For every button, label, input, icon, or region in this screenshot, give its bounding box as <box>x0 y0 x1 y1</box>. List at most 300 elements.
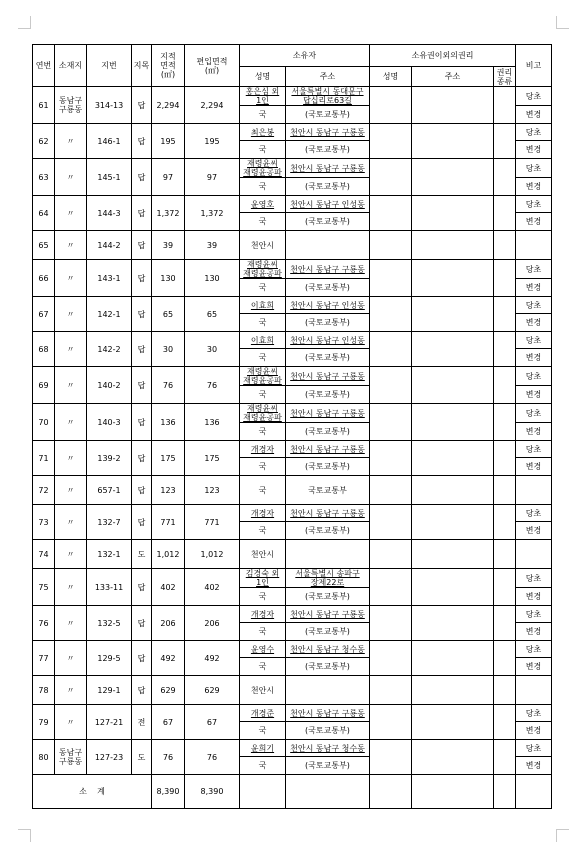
cell-owner-name-new: 국 <box>240 623 286 641</box>
cell-no: 71 <box>33 441 55 476</box>
subtotal-row <box>33 775 552 809</box>
cell-lot: 146-1 <box>87 124 132 159</box>
cell-rights-type <box>494 404 516 441</box>
cell-rights-address <box>412 124 494 159</box>
cell-lot: 140-3 <box>87 404 132 441</box>
cell-rights-name <box>370 505 412 540</box>
cell-lot: 144-2 <box>87 231 132 260</box>
cell-category: 도 <box>132 540 152 569</box>
cell-owner-address <box>286 231 370 260</box>
cell-no: 62 <box>33 124 55 159</box>
cell-no: 61 <box>33 87 55 124</box>
cell-area-official: 136 <box>152 404 185 441</box>
table-row <box>33 569 552 588</box>
cell-category: 답 <box>132 124 152 159</box>
table-row <box>33 476 552 505</box>
cell-area-official: 771 <box>152 505 185 540</box>
header-rights-type: 권리 종류 <box>494 67 516 87</box>
table-row <box>33 676 552 705</box>
cell-no: 74 <box>33 540 55 569</box>
cell-area-official: 195 <box>152 124 185 159</box>
cell-note-changed: 변경 <box>516 423 552 441</box>
cell-category: 답 <box>132 196 152 231</box>
cell-rights-type <box>494 569 516 606</box>
cell-rights-name <box>370 196 412 231</box>
header-lot: 지번 <box>87 45 132 87</box>
table-row <box>33 260 552 279</box>
header-rights-name: 성명 <box>370 67 412 87</box>
cell-owner-name-new: 국 <box>240 588 286 606</box>
cell-note-original: 당초 <box>516 569 552 588</box>
cell-rights-address <box>412 441 494 476</box>
cell-area-included: 39 <box>185 231 240 260</box>
cell-rights-type <box>494 606 516 641</box>
subtotal-area-included: 8,390 <box>185 775 240 809</box>
cell-rights-address <box>412 569 494 606</box>
cell-rights-type <box>494 740 516 775</box>
cell-note-original: 당초 <box>516 124 552 141</box>
cell-rights-name <box>370 124 412 159</box>
table-row <box>33 297 552 314</box>
table-row <box>33 87 552 106</box>
cell-owner-address-old: 서울특별시 동대문구 답십리로63길 <box>286 87 370 106</box>
cell-rights-address <box>412 260 494 297</box>
cell-area-included: 67 <box>185 705 240 740</box>
cell-rights-name <box>370 367 412 404</box>
cell-rights-type <box>494 87 516 124</box>
cell-rights-address <box>412 676 494 705</box>
cell-rights-address <box>412 159 494 196</box>
cell-owner-address-new: (국토교통부) <box>286 178 370 196</box>
subtotal-empty-cell <box>240 775 286 809</box>
cell-rights-address <box>412 196 494 231</box>
cell-location: 〃 <box>55 124 87 159</box>
cell-note-changed: 변경 <box>516 722 552 740</box>
cell-owner-name-old: 재령윤씨 재령윤공파 <box>240 404 286 423</box>
cell-note-original: 당초 <box>516 196 552 213</box>
cell-owner-name-old: 이효희 <box>240 297 286 314</box>
cell-rights-type <box>494 159 516 196</box>
cell-location: 〃 <box>55 505 87 540</box>
cell-rights-name <box>370 676 412 705</box>
cell-owner-name-old: 재령윤씨 재령윤공파 <box>240 367 286 386</box>
cell-category: 전 <box>132 705 152 740</box>
table-row <box>33 124 552 141</box>
cell-rights-address <box>412 87 494 124</box>
cell-note <box>516 231 552 260</box>
cell-location: 〃 <box>55 569 87 606</box>
cell-note-changed: 변경 <box>516 314 552 332</box>
cell-owner-address-new: (국토교통부) <box>286 279 370 297</box>
cell-owner-address-new: (국토교통부) <box>286 106 370 124</box>
cell-rights-address <box>412 540 494 569</box>
subtotal-empty-cell <box>412 775 494 809</box>
cell-owner-address-old: 천안시 동남구 청수동 <box>286 740 370 757</box>
cell-location: 〃 <box>55 297 87 332</box>
cell-rights-type <box>494 705 516 740</box>
table-row <box>33 641 552 658</box>
crop-mark-top-left <box>18 16 31 29</box>
cell-rights-address <box>412 404 494 441</box>
cell-owner-name-old: 개경자 <box>240 505 286 522</box>
table-row <box>33 196 552 213</box>
header-area-official: 지적 면적 (㎡) <box>152 45 185 87</box>
header-category: 지목 <box>132 45 152 87</box>
cell-rights-address <box>412 705 494 740</box>
cell-lot: 145-1 <box>87 159 132 196</box>
cell-lot: 314-13 <box>87 87 132 124</box>
cell-rights-type <box>494 124 516 159</box>
cell-owner-name-old: 김경숙 외 1인 <box>240 569 286 588</box>
cell-owner-name-old: 최은봉 <box>240 124 286 141</box>
cell-note-changed: 변경 <box>516 178 552 196</box>
cell-lot: 133-11 <box>87 569 132 606</box>
cell-area-official: 123 <box>152 476 185 505</box>
header-owner-name: 성명 <box>240 67 286 87</box>
cell-location: 〃 <box>55 606 87 641</box>
cell-lot: 129-5 <box>87 641 132 676</box>
cell-area-included: 97 <box>185 159 240 196</box>
cell-owner-address-old: 천안시 동남구 구룡동 <box>286 260 370 279</box>
cell-owner-name-new: 국 <box>240 279 286 297</box>
crop-mark-bottom-right <box>556 829 569 842</box>
cell-category: 답 <box>132 676 152 705</box>
cell-owner-name-old: 개경자 <box>240 441 286 458</box>
cell-area-included: 206 <box>185 606 240 641</box>
cell-note-changed: 변경 <box>516 349 552 367</box>
cell-owner-name-new: 국 <box>240 423 286 441</box>
cell-owner-name-old: 개경준 <box>240 705 286 722</box>
table-row <box>33 606 552 623</box>
cell-location: 〃 <box>55 159 87 196</box>
cell-location: 〃 <box>55 367 87 404</box>
cell-category: 답 <box>132 87 152 124</box>
cell-area-included: 30 <box>185 332 240 367</box>
cell-category: 답 <box>132 476 152 505</box>
cell-note-changed: 변경 <box>516 757 552 775</box>
cell-note-original: 당초 <box>516 641 552 658</box>
land-register-table <box>32 44 552 809</box>
cell-owner-name-old: 재령윤씨 재령윤공파 <box>240 159 286 178</box>
cell-owner-address-new: (국토교통부) <box>286 623 370 641</box>
cell-owner-address-new: (국토교통부) <box>286 522 370 540</box>
cell-owner-address-old: 천안시 동남구 청수동 <box>286 641 370 658</box>
cell-rights-address <box>412 606 494 641</box>
cell-area-included: 771 <box>185 505 240 540</box>
cell-rights-type <box>494 641 516 676</box>
cell-note-original: 당초 <box>516 367 552 386</box>
cell-area-official: 130 <box>152 260 185 297</box>
cell-area-official: 402 <box>152 569 185 606</box>
cell-owner-address-new: (국토교통부) <box>286 423 370 441</box>
cell-note-changed: 변경 <box>516 623 552 641</box>
cell-no: 69 <box>33 367 55 404</box>
cell-location: 〃 <box>55 260 87 297</box>
cell-owner-address: 국토교통부 <box>286 476 370 505</box>
cell-owner-address-new: (국토교통부) <box>286 349 370 367</box>
cell-owner-name-old: 윤영수 <box>240 641 286 658</box>
cell-area-official: 629 <box>152 676 185 705</box>
cell-owner-name-old: 개경자 <box>240 606 286 623</box>
table-row <box>33 540 552 569</box>
cell-note <box>516 540 552 569</box>
cell-location: 〃 <box>55 441 87 476</box>
cell-category: 답 <box>132 332 152 367</box>
subtotal-empty-cell <box>516 775 552 809</box>
cell-owner-address-old: 천안시 동남구 구룡동 <box>286 404 370 423</box>
cell-area-included: 76 <box>185 367 240 404</box>
header-rights: 소유권이외의권리 <box>370 45 516 67</box>
cell-area-included: 402 <box>185 569 240 606</box>
cell-no: 64 <box>33 196 55 231</box>
cell-no: 65 <box>33 231 55 260</box>
cell-owner-address-new: (국토교통부) <box>286 314 370 332</box>
cell-area-included: 1,012 <box>185 540 240 569</box>
cell-note-original: 당초 <box>516 705 552 722</box>
cell-owner-name: 국 <box>240 476 286 505</box>
cell-owner-address <box>286 540 370 569</box>
cell-category: 답 <box>132 231 152 260</box>
table-row <box>33 367 552 386</box>
cell-category: 답 <box>132 641 152 676</box>
cell-area-official: 1,372 <box>152 196 185 231</box>
cell-owner-name-new: 국 <box>240 314 286 332</box>
cell-area-official: 67 <box>152 705 185 740</box>
table-row <box>33 740 552 757</box>
cell-owner-name-new: 국 <box>240 178 286 196</box>
cell-area-included: 136 <box>185 404 240 441</box>
table-row <box>33 505 552 522</box>
cell-rights-address <box>412 332 494 367</box>
cell-owner-address-new: (국토교통부) <box>286 722 370 740</box>
cell-location: 〃 <box>55 196 87 231</box>
cell-category: 답 <box>132 505 152 540</box>
cell-owner-name-new: 국 <box>240 658 286 676</box>
cell-category: 답 <box>132 159 152 196</box>
cell-note-original: 당초 <box>516 87 552 106</box>
cell-category: 답 <box>132 441 152 476</box>
cell-note-changed: 변경 <box>516 279 552 297</box>
cell-no: 63 <box>33 159 55 196</box>
table-row <box>33 705 552 722</box>
cell-owner-address <box>286 676 370 705</box>
cell-rights-name <box>370 159 412 196</box>
cell-note-changed: 변경 <box>516 141 552 159</box>
cell-rights-address <box>412 297 494 332</box>
cell-owner-address-old: 천안시 동남구 구룡동 <box>286 441 370 458</box>
header-rights-address: 주소 <box>412 67 494 87</box>
cell-no: 77 <box>33 641 55 676</box>
cell-rights-name <box>370 641 412 676</box>
cell-owner-address-old: 천안시 동남구 인성동 <box>286 297 370 314</box>
cell-area-included: 76 <box>185 740 240 775</box>
subtotal-empty-cell <box>286 775 370 809</box>
cell-lot: 127-23 <box>87 740 132 775</box>
cell-area-official: 30 <box>152 332 185 367</box>
cell-lot: 144-3 <box>87 196 132 231</box>
header-location: 소재지 <box>55 45 87 87</box>
cell-note-original: 당초 <box>516 297 552 314</box>
table-row <box>33 404 552 423</box>
cell-location: 〃 <box>55 404 87 441</box>
cell-no: 70 <box>33 404 55 441</box>
cell-note-original: 당초 <box>516 740 552 757</box>
cell-area-official: 65 <box>152 297 185 332</box>
cell-area-official: 97 <box>152 159 185 196</box>
cell-owner-name-old: 재령윤씨 재령윤공파 <box>240 260 286 279</box>
cell-note-original: 당초 <box>516 441 552 458</box>
cell-rights-name <box>370 231 412 260</box>
cell-rights-address <box>412 505 494 540</box>
cell-area-official: 2,294 <box>152 87 185 124</box>
cell-rights-name <box>370 332 412 367</box>
cell-owner-name-new: 국 <box>240 386 286 404</box>
cell-owner-name-new: 국 <box>240 106 286 124</box>
cell-no: 66 <box>33 260 55 297</box>
cell-rights-type <box>494 505 516 540</box>
cell-no: 76 <box>33 606 55 641</box>
cell-category: 답 <box>132 404 152 441</box>
cell-owner-address-old: 천안시 동남구 구룡동 <box>286 367 370 386</box>
table-row <box>33 231 552 260</box>
subtotal-empty-cell <box>494 775 516 809</box>
cell-area-official: 1,012 <box>152 540 185 569</box>
cell-rights-type <box>494 297 516 332</box>
cell-note-original: 당초 <box>516 505 552 522</box>
cell-category: 답 <box>132 297 152 332</box>
cell-owner-name-old: 홍은심 외 1인 <box>240 87 286 106</box>
cell-category: 답 <box>132 260 152 297</box>
cell-owner-address-new: (국토교통부) <box>286 658 370 676</box>
subtotal-empty-cell <box>370 775 412 809</box>
cell-location: 〃 <box>55 476 87 505</box>
cell-rights-type <box>494 476 516 505</box>
header-note: 비고 <box>516 45 552 87</box>
cell-lot: 657-1 <box>87 476 132 505</box>
cell-rights-address <box>412 476 494 505</box>
cell-note-original: 당초 <box>516 606 552 623</box>
cell-owner-address-old: 천안시 동남구 구룡동 <box>286 505 370 522</box>
cell-owner-name-new: 국 <box>240 349 286 367</box>
cell-rights-address <box>412 367 494 404</box>
cell-location: 〃 <box>55 540 87 569</box>
cell-lot: 142-2 <box>87 332 132 367</box>
cell-owner-name-new: 국 <box>240 213 286 231</box>
cell-rights-name <box>370 476 412 505</box>
cell-no: 78 <box>33 676 55 705</box>
cell-lot: 140-2 <box>87 367 132 404</box>
cell-area-official: 206 <box>152 606 185 641</box>
cell-owner-name: 천안시 <box>240 540 286 569</box>
cell-owner-name-new: 국 <box>240 522 286 540</box>
cell-note-original: 당초 <box>516 332 552 349</box>
cell-rights-name <box>370 297 412 332</box>
cell-owner-address-new: (국토교통부) <box>286 588 370 606</box>
cell-owner-name-new: 국 <box>240 141 286 159</box>
cell-note-original: 당초 <box>516 404 552 423</box>
cell-note-original: 당초 <box>516 159 552 178</box>
cell-owner-name: 천안시 <box>240 231 286 260</box>
cell-owner-address-old: 천안시 동남구 구룡동 <box>286 705 370 722</box>
cell-rights-name <box>370 404 412 441</box>
cell-location: 〃 <box>55 332 87 367</box>
cell-location: 〃 <box>55 231 87 260</box>
cell-note-original: 당초 <box>516 260 552 279</box>
cell-owner-name-new: 국 <box>240 458 286 476</box>
cell-rights-type <box>494 367 516 404</box>
cell-note-changed: 변경 <box>516 213 552 231</box>
cell-rights-name <box>370 740 412 775</box>
cell-area-included: 629 <box>185 676 240 705</box>
cell-area-official: 76 <box>152 740 185 775</box>
cell-location: 동남구 구룡동 <box>55 740 87 775</box>
cell-category: 답 <box>132 606 152 641</box>
cell-area-included: 195 <box>185 124 240 159</box>
cell-rights-name <box>370 260 412 297</box>
cell-lot: 127-21 <box>87 705 132 740</box>
cell-area-official: 492 <box>152 641 185 676</box>
cell-lot: 129-1 <box>87 676 132 705</box>
cell-rights-address <box>412 641 494 676</box>
cell-owner-name-old: 이효희 <box>240 332 286 349</box>
cell-category: 답 <box>132 569 152 606</box>
cell-owner-name-old: 윤희기 <box>240 740 286 757</box>
cell-location: 〃 <box>55 676 87 705</box>
cell-area-included: 2,294 <box>185 87 240 124</box>
cell-location: 〃 <box>55 705 87 740</box>
cell-no: 79 <box>33 705 55 740</box>
cell-rights-address <box>412 231 494 260</box>
cell-area-included: 175 <box>185 441 240 476</box>
header-owner: 소유자 <box>240 45 370 67</box>
cell-owner-address-old: 천안시 동남구 구룡동 <box>286 606 370 623</box>
cell-area-included: 130 <box>185 260 240 297</box>
cell-rights-address <box>412 740 494 775</box>
cell-note-changed: 변경 <box>516 658 552 676</box>
cell-rights-name <box>370 87 412 124</box>
cell-note-changed: 변경 <box>516 522 552 540</box>
cell-category: 도 <box>132 740 152 775</box>
cell-owner-address-old: 천안시 동남구 구룡동 <box>286 159 370 178</box>
cell-no: 73 <box>33 505 55 540</box>
cell-area-official: 76 <box>152 367 185 404</box>
cell-rights-type <box>494 676 516 705</box>
cell-lot: 132-1 <box>87 540 132 569</box>
cell-owner-name-old: 윤영호 <box>240 196 286 213</box>
cell-area-official: 175 <box>152 441 185 476</box>
cell-note-changed: 변경 <box>516 588 552 606</box>
cell-no: 80 <box>33 740 55 775</box>
cell-owner-address-new: (국토교통부) <box>286 386 370 404</box>
header-owner-address: 주소 <box>286 67 370 87</box>
cell-location: 〃 <box>55 641 87 676</box>
cell-rights-name <box>370 569 412 606</box>
cell-rights-type <box>494 231 516 260</box>
cell-area-included: 1,372 <box>185 196 240 231</box>
crop-mark-top-right <box>556 16 569 29</box>
cell-owner-address-old: 천안시 동남구 구룡동 <box>286 124 370 141</box>
cell-rights-type <box>494 332 516 367</box>
cell-rights-type <box>494 196 516 231</box>
cell-area-included: 492 <box>185 641 240 676</box>
cell-rights-type <box>494 260 516 297</box>
cell-category: 답 <box>132 367 152 404</box>
cell-lot: 142-1 <box>87 297 132 332</box>
cell-location: 동남구 구룡동 <box>55 87 87 124</box>
cell-rights-name <box>370 606 412 641</box>
cell-no: 67 <box>33 297 55 332</box>
table-row <box>33 441 552 458</box>
